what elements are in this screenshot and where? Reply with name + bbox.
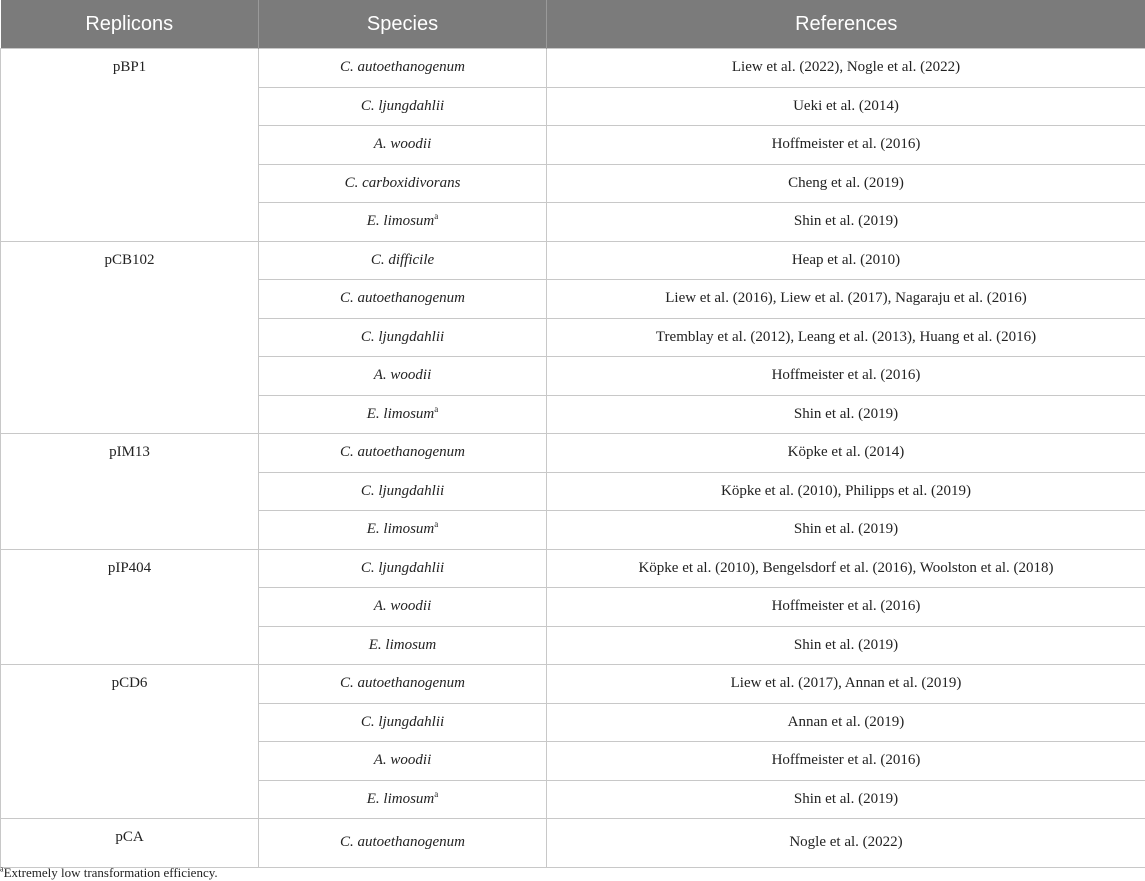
species-name: A. woodii: [373, 752, 432, 769]
replicon-cell: pCD6: [1, 665, 259, 819]
references-cell: Tremblay et al. (2012), Leang et al. (2013), Huang et al. (2016): [547, 318, 1145, 357]
header-row: [1, 0, 1145, 49]
species-name: C. difficile: [370, 251, 435, 268]
species-cell: [259, 126, 547, 165]
species-name: C. carboxidivorans: [344, 174, 461, 191]
references-cell: Liew et al. (2022), Nogle et al. (2022): [547, 49, 1145, 88]
references-cell: Shin et al. (2019): [547, 203, 1145, 242]
species-cell: [259, 626, 547, 665]
species-cell: [259, 819, 547, 868]
species-name: C. autoethanogenum: [340, 834, 465, 851]
replicon-cell: pBP1: [1, 49, 259, 242]
species-cell: [259, 49, 547, 88]
species-name: C. autoethanogenum: [340, 675, 465, 692]
species-cell: [259, 665, 547, 704]
references-cell: Heap et al. (2010): [547, 241, 1145, 280]
table-row: [1, 549, 1145, 588]
references-cell: Shin et al. (2019): [547, 626, 1145, 665]
species-cell: [259, 511, 547, 550]
species-cell: [259, 395, 547, 434]
header-references: References: [547, 0, 1145, 49]
replicon-cell: pCB102: [1, 241, 259, 434]
species-cell: [259, 780, 547, 819]
species-cell: [259, 742, 547, 781]
replicon-cell: pIP404: [1, 549, 259, 665]
table-header: [1, 0, 1145, 49]
species-name: A. woodii: [373, 598, 432, 615]
replicon-cell: pCA: [1, 819, 259, 868]
species-cell: [259, 703, 547, 742]
footnote-marker: a: [434, 788, 439, 799]
table-row: [1, 819, 1145, 868]
header-species: Species: [259, 0, 547, 49]
species-cell: [259, 549, 547, 588]
species-name: A. woodii: [373, 136, 432, 153]
species-name: E. limosum: [366, 521, 435, 538]
species-name: A. woodii: [373, 367, 432, 384]
replicon-cell: pIM13: [1, 434, 259, 550]
species-name: C. autoethanogenum: [340, 290, 465, 307]
references-cell: Hoffmeister et al. (2016): [547, 742, 1145, 781]
species-name: C. autoethanogenum: [340, 444, 465, 461]
table-row: [1, 241, 1145, 280]
species-cell: [259, 164, 547, 203]
species-name: C. ljungdahlii: [360, 713, 445, 730]
references-cell: Liew et al. (2016), Liew et al. (2017), Nagaraju et al. (2016): [547, 280, 1145, 319]
table-footnote: [0, 865, 218, 881]
species-name: C. ljungdahlii: [360, 97, 445, 114]
references-cell: Shin et al. (2019): [547, 511, 1145, 550]
references-cell: Köpke et al. (2014): [547, 434, 1145, 473]
species-cell: [259, 203, 547, 242]
table-row: [1, 434, 1145, 473]
footnote-mark: a: [0, 864, 4, 874]
species-cell: [259, 472, 547, 511]
references-cell: Shin et al. (2019): [547, 780, 1145, 819]
references-cell: Liew et al. (2017), Annan et al. (2019): [547, 665, 1145, 704]
references-cell: Hoffmeister et al. (2016): [547, 357, 1145, 396]
species-cell: [259, 87, 547, 126]
species-cell: [259, 434, 547, 473]
species-name: E. limosum: [366, 213, 435, 230]
table-row: [1, 665, 1145, 704]
species-name: C. ljungdahlii: [360, 328, 445, 345]
references-cell: Cheng et al. (2019): [547, 164, 1145, 203]
species-name: C. ljungdahlii: [360, 482, 445, 499]
references-cell: Köpke et al. (2010), Philipps et al. (2019): [547, 472, 1145, 511]
table-body: [1, 49, 1145, 868]
footnote-text: Extremely low transformation efficiency.: [3, 865, 218, 880]
species-cell: [259, 357, 547, 396]
footnote-marker: a: [434, 211, 439, 222]
header-replicons: Replicons: [1, 0, 259, 49]
references-cell: Hoffmeister et al. (2016): [547, 126, 1145, 165]
species-name: E. limosum: [368, 636, 437, 653]
references-cell: Nogle et al. (2022): [547, 819, 1145, 868]
species-cell: [259, 280, 547, 319]
references-cell: Ueki et al. (2014): [547, 87, 1145, 126]
species-cell: [259, 318, 547, 357]
species-name: C. autoethanogenum: [340, 59, 465, 76]
species-cell: [259, 241, 547, 280]
species-name: E. limosum: [366, 790, 435, 807]
species-cell: [259, 588, 547, 627]
table-row: [1, 49, 1145, 88]
footnote-marker: a: [434, 519, 439, 530]
references-cell: Köpke et al. (2010), Bengelsdorf et al. (2016), Woolston et al. (2018): [547, 549, 1145, 588]
references-cell: Hoffmeister et al. (2016): [547, 588, 1145, 627]
references-cell: Annan et al. (2019): [547, 703, 1145, 742]
references-cell: Shin et al. (2019): [547, 395, 1145, 434]
species-name: C. ljungdahlii: [360, 559, 445, 576]
footnote-marker: a: [434, 403, 439, 414]
species-name: E. limosum: [366, 405, 435, 422]
